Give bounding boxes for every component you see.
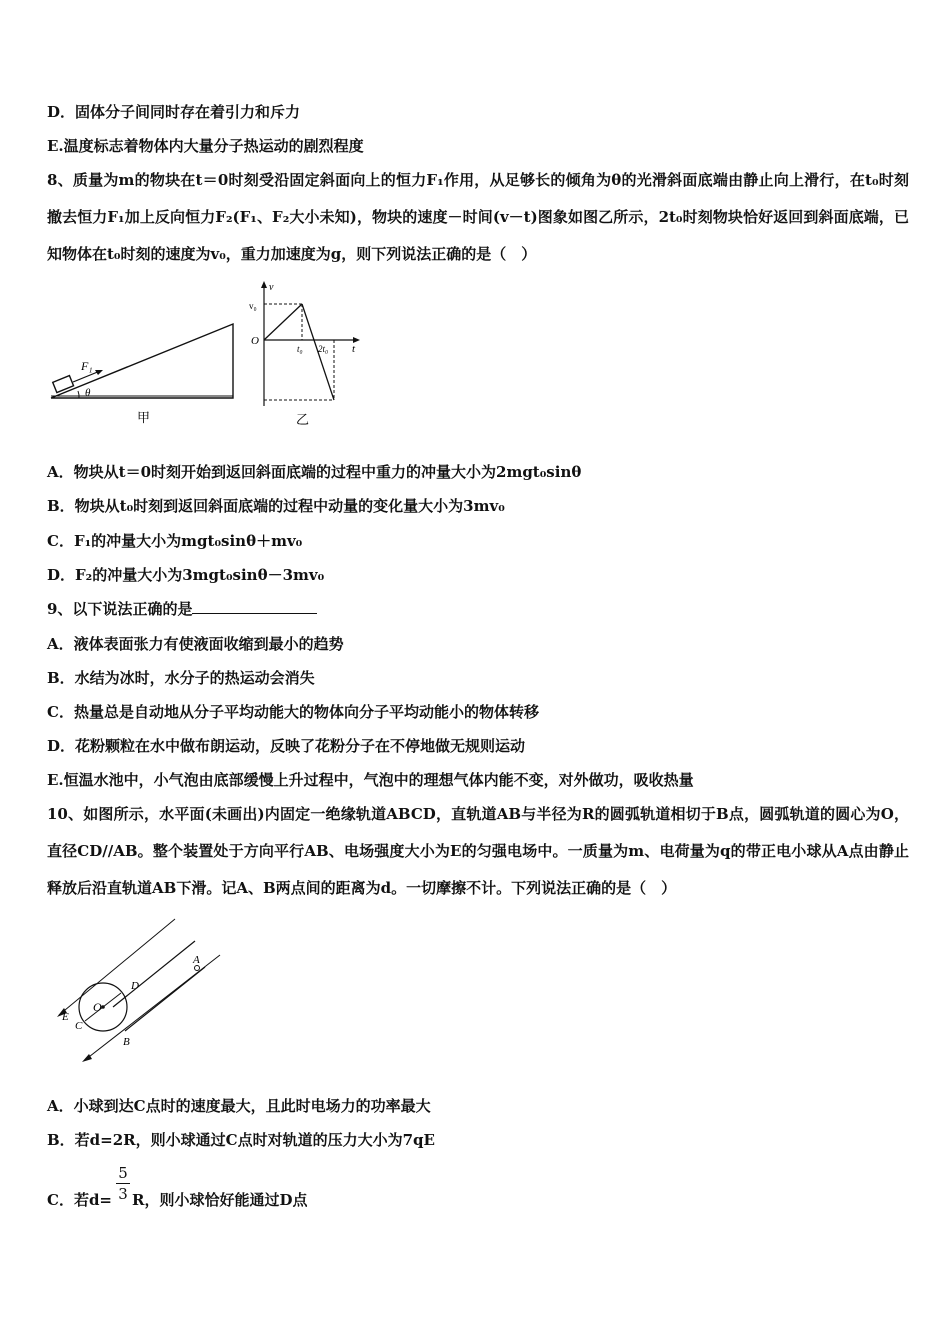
- v-axis-label: v: [269, 282, 274, 293]
- two-t0-label: 2t₀: [318, 344, 329, 354]
- incline-figure: [45, 318, 245, 430]
- fraction-numerator: 5: [118, 1164, 128, 1182]
- q9-option-d: D．花粉颗粒在水中做布朗运动，反映了花粉分子在不停地做无规则运动: [47, 737, 526, 755]
- q7-option-e: E.温度标志着物体内大量分子热运动的剧烈程度: [47, 137, 364, 155]
- q9-option-c: C．热量总是自动地从分子平均动能大的物体向分子平均动能小的物体转移: [47, 703, 539, 721]
- label-a: A: [193, 954, 200, 966]
- q9-stem-text: 9、以下说法正确的是: [47, 600, 193, 618]
- q8-option-a: A．物块从t＝0时刻开始到返回斜面底端的过程中重力的冲量大小为2mgt₀sinθ: [47, 463, 582, 481]
- ball: [195, 966, 200, 971]
- q9-stem: [47, 599, 317, 619]
- label-b: B: [123, 1036, 130, 1048]
- field-line-1: [59, 919, 175, 1015]
- t0-label: t₀: [297, 344, 303, 354]
- q8-option-c: C．F₁的冲量大小为mgt₀sinθ＋mv₀: [47, 532, 303, 550]
- label-e: E: [62, 1011, 69, 1023]
- q9-option-b: B．水结为冰时，水分子的热运动会消失: [47, 669, 315, 687]
- incline-triangle: [51, 324, 233, 398]
- track-lower: [125, 967, 205, 1031]
- label-o: O: [93, 1000, 102, 1014]
- q8-stem: 8、质量为m的物块在t＝0时刻受沿固定斜面向上的恒力F₁作用，从足够长的倾角为θ的光滑斜面底端由静止向上滑行，在t₀时刻撤去恒力F₁加上反向恒力F₂(F₁、F₂大小未知)，物块的速度－时间(v－t)图象如图乙所示，2t₀时刻物块恰好返回到斜面底端，已知物体在t₀时刻的速度为v₀，重力加速度为g，则下列说法正确的是（ ）: [47, 171, 909, 263]
- vt-graph-figure: [248, 278, 366, 430]
- q9-option-a: A．液体表面张力有使液面收缩到最小的趋势: [47, 635, 344, 653]
- q10-option-a: A．小球到达C点时的速度最大，且此时电场力的功率最大: [47, 1097, 431, 1115]
- q8-option-d: D．F₂的冲量大小为3mgt₀sinθ－3mv₀: [47, 566, 325, 584]
- fraction-denominator: 3: [118, 1185, 128, 1203]
- q10-option-c-pre: C．若d=: [47, 1191, 112, 1209]
- q10-stem: 10、如图所示，水平面(未画出)内固定一绝缘轨道ABCD，直轨道AB与半径为R的圆弧轨道相切于B点，圆弧轨道的圆心为O，直径CD//AB。整个装置处于方向平行AB、电场强度大小为E的匀强电场中。一质量为m、电荷量为q的带正电小球从A点由静止释放后沿直轨道AB下滑。记A、B两点间的距离为d。一切摩擦不计。下列说法正确的是（ ）: [47, 805, 909, 897]
- q7-option-d: D．固体分子间同时存在着引力和斥力: [47, 103, 301, 121]
- v0-label: v₀: [249, 301, 257, 311]
- q8-option-b: B．物块从t₀时刻到返回斜面底端的过程中动量的变化量大小为3mv₀: [47, 497, 505, 515]
- label-d: D: [131, 980, 139, 992]
- angle-label: θ: [85, 387, 91, 399]
- accel-segment: [264, 304, 302, 340]
- force-label: F₁: [81, 359, 93, 373]
- q10-option-c-post: R，则小球恰好能通过D点: [132, 1191, 308, 1209]
- origin-label: O: [251, 335, 259, 347]
- q10-option-b: B．若d=2R，则小球通过C点时对轨道的压力大小为7qE: [47, 1131, 435, 1149]
- answer-blank: [192, 599, 317, 614]
- track-figure: [55, 915, 230, 1065]
- vt-caption: 乙: [296, 413, 310, 428]
- label-c: C: [75, 1020, 83, 1032]
- incline-caption: 甲: [137, 411, 151, 426]
- t-axis-label: t: [352, 343, 356, 355]
- q9-option-e: E.恒温水池中，小气泡由底部缓慢上升过程中，气泡中的理想气体内能不变，对外做功，吸收热量: [47, 771, 694, 789]
- fraction-five-thirds: [116, 1164, 130, 1203]
- q10-option-c: [47, 1190, 307, 1210]
